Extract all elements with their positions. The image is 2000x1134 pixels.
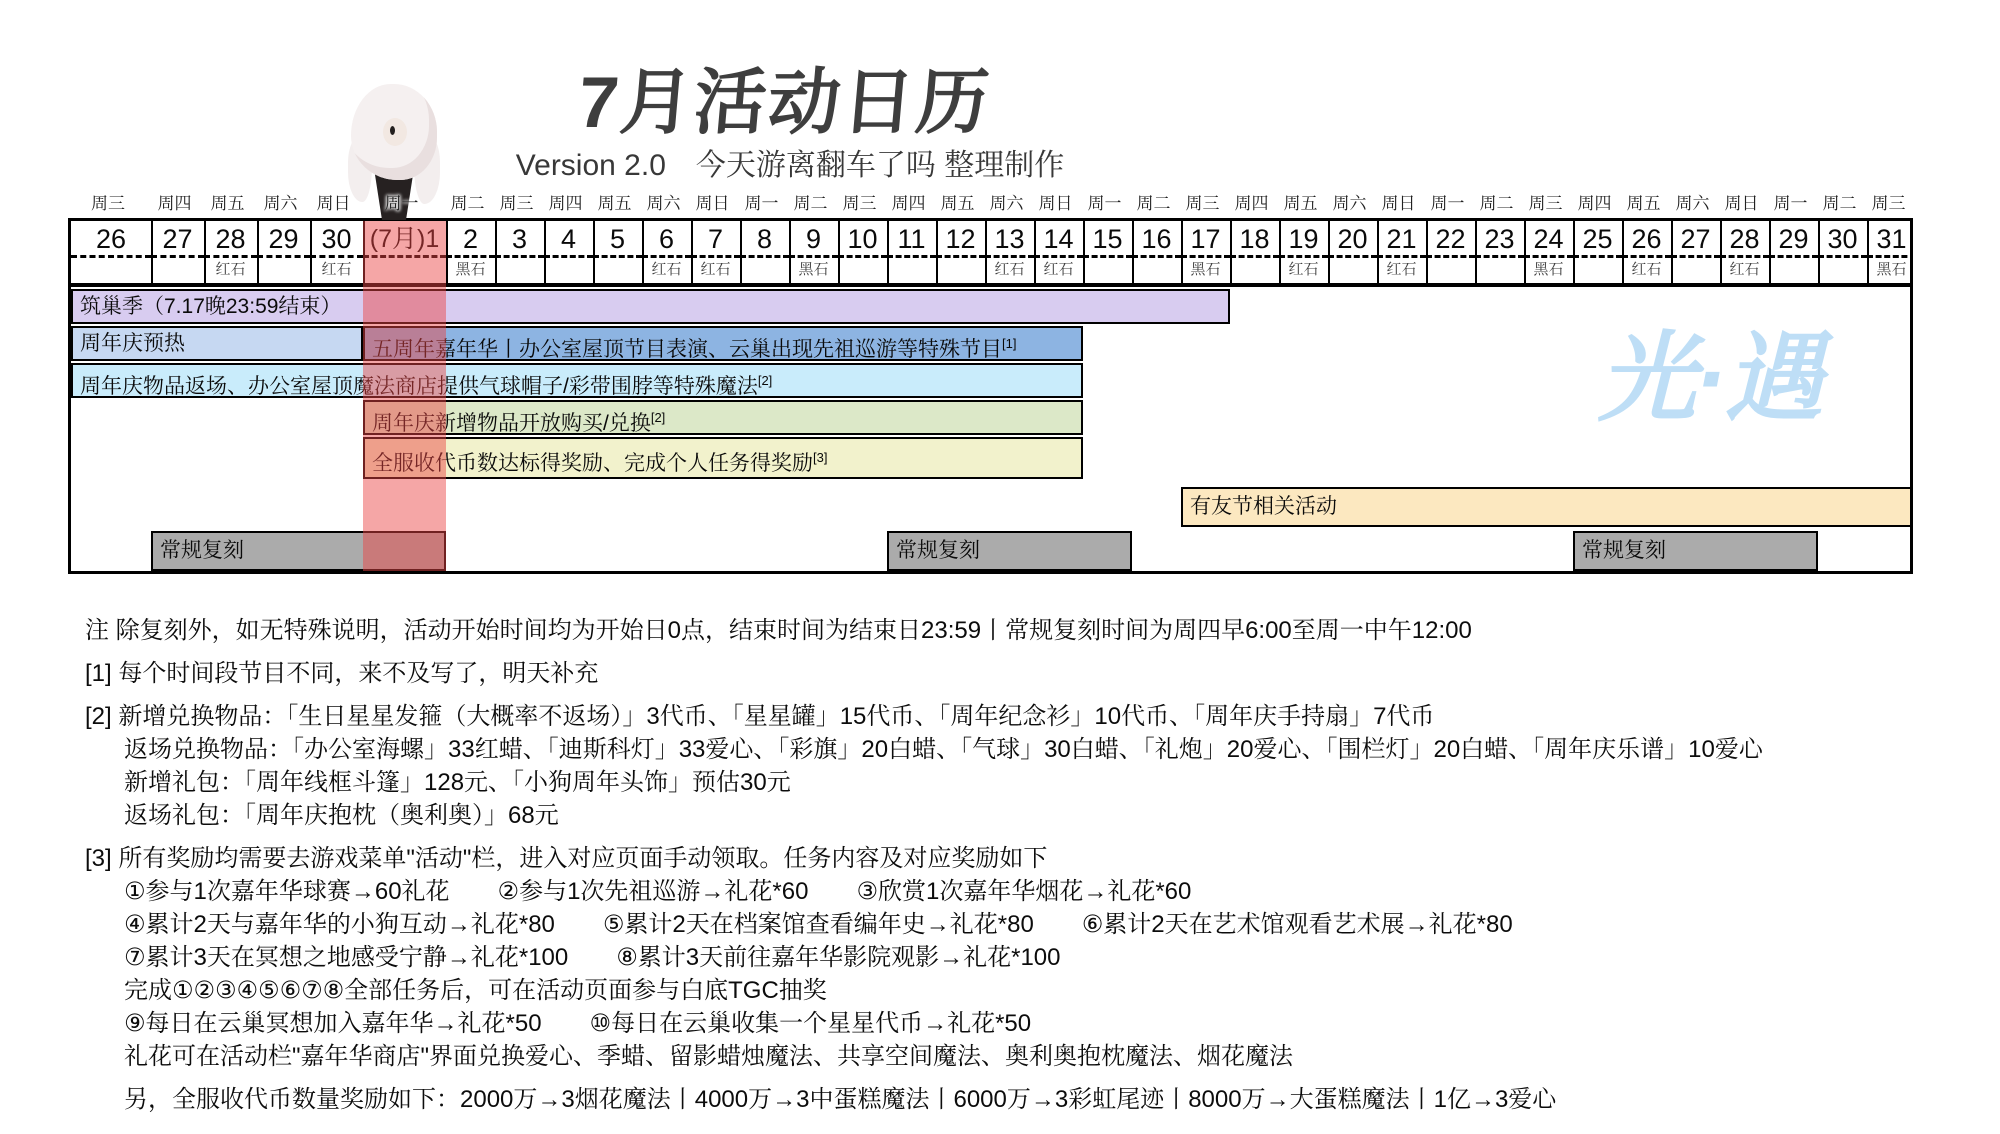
weekday-label: 周六 bbox=[646, 194, 681, 213]
stone-label bbox=[887, 255, 936, 283]
activity-bar-label: 周年庆物品返场、办公室屋顶魔法商店提供气球帽子/彩带围脖等特殊魔法 bbox=[80, 375, 758, 398]
date-number: 14 bbox=[1043, 224, 1074, 254]
stone-label: 红石 bbox=[1279, 255, 1328, 283]
day-cell bbox=[1867, 221, 1913, 283]
weekday-label: 周日 bbox=[316, 194, 351, 213]
stone-label bbox=[1573, 255, 1622, 283]
activity-bar bbox=[363, 437, 1083, 479]
stone-label bbox=[1671, 255, 1720, 283]
activity-bar-label: 周年庆预热 bbox=[80, 332, 185, 355]
day-cell bbox=[789, 221, 840, 283]
activity-bar-label: 有友节相关活动 bbox=[1190, 495, 1337, 518]
day-cell bbox=[985, 221, 1036, 283]
date-number: 28 bbox=[1729, 224, 1760, 254]
date-number: 21 bbox=[1386, 224, 1417, 254]
date-number: 5 bbox=[609, 224, 626, 254]
date-number: 8 bbox=[756, 224, 773, 254]
stone-label bbox=[593, 255, 642, 283]
day-cell bbox=[1818, 221, 1869, 283]
note-line: [2] 新增兑换物品：「生日星星发箍（大概率不返场）」3代币、「星星罐」15代币、「周年纪念衫」10代币、「周年庆手持扇」7代币 bbox=[85, 703, 1435, 730]
weekday-label: 周一 bbox=[1773, 194, 1808, 213]
date-number: 26 bbox=[1631, 224, 1662, 254]
note-line: [3] 所有奖励均需要去游戏菜单"活动"栏，进入对应页面手动领取。任务内容及对应奖励如下 bbox=[85, 845, 1048, 872]
note-line: ①参与1次嘉年华球赛→60礼花 ②参与1次先祖巡游→礼花*60 ③欣赏1次嘉年华烟花→礼花*60 bbox=[124, 878, 1192, 905]
date-number: 3 bbox=[511, 224, 528, 254]
day-cell bbox=[71, 221, 153, 283]
stone-label bbox=[740, 255, 789, 283]
date-number: 4 bbox=[560, 224, 577, 254]
date-number: 15 bbox=[1092, 224, 1123, 254]
date-number: 29 bbox=[1778, 224, 1809, 254]
day-cell bbox=[1034, 221, 1085, 283]
day-cell bbox=[1720, 221, 1771, 283]
weekday-label: 周日 bbox=[695, 194, 730, 213]
stone-label: 黑石 bbox=[1524, 255, 1573, 283]
note-line: [1] 每个时间段节目不同，来不及写了，明天补充 bbox=[85, 660, 599, 687]
note-line: ⑨每日在云巢冥想加入嘉年华→礼花*50 ⑩每日在云巢收集一个星星代币→礼花*50 bbox=[124, 1010, 1032, 1037]
day-cell bbox=[593, 221, 644, 283]
weekday-label: 周五 bbox=[940, 194, 975, 213]
date-number: 24 bbox=[1533, 224, 1564, 254]
stone-label bbox=[544, 255, 593, 283]
weekday-label: 周日 bbox=[1724, 194, 1759, 213]
weekday-label: 周四 bbox=[1234, 194, 1269, 213]
stone-label bbox=[257, 255, 310, 283]
stone-label bbox=[71, 255, 151, 283]
date-number: 19 bbox=[1288, 224, 1319, 254]
day-cell bbox=[204, 221, 259, 283]
stone-label bbox=[1769, 255, 1818, 283]
weekday-label: 周三 bbox=[1528, 194, 1563, 213]
stone-label bbox=[936, 255, 985, 283]
date-number: 18 bbox=[1239, 224, 1270, 254]
stone-label: 红石 bbox=[642, 255, 691, 283]
day-cell bbox=[887, 221, 938, 283]
page-title: 7月活动日历 bbox=[574, 63, 994, 143]
date-number: 10 bbox=[847, 224, 878, 254]
activity-bar-label: 筑巢季（7.17晚23:59结束） bbox=[80, 295, 342, 318]
date-number: 9 bbox=[805, 224, 822, 254]
weekday-label: 周日 bbox=[1381, 194, 1416, 213]
day-cell bbox=[1475, 221, 1526, 283]
activity-bar bbox=[887, 531, 1132, 571]
note-line: 完成①②③④⑤⑥⑦⑧全部任务后，可在活动页面参与白底TGC抽奖 bbox=[124, 977, 827, 1004]
day-cell bbox=[151, 221, 206, 283]
stone-label bbox=[495, 255, 544, 283]
weekday-label: 周五 bbox=[1283, 194, 1318, 213]
stone-label: 黑石 bbox=[446, 255, 495, 283]
weekday-label: 周四 bbox=[548, 194, 583, 213]
stone-label: 红石 bbox=[1034, 255, 1083, 283]
note-line: 返场兑换物品：「办公室海螺」33红蜡、「迪斯科灯」33爱心、「彩旗」20白蜡、「气球」30白蜡、「礼炮」20爱心、「围栏灯」20白蜡、「周年庆乐谱」10爱心 bbox=[124, 736, 1763, 763]
footnote-ref: [1] bbox=[1002, 336, 1017, 351]
day-cell bbox=[1279, 221, 1330, 283]
weekday-label: 周二 bbox=[1479, 194, 1514, 213]
weekday-label: 周四 bbox=[157, 194, 192, 213]
stone-label bbox=[1230, 255, 1279, 283]
activity-bar bbox=[363, 326, 1083, 361]
date-number: 2 bbox=[462, 224, 479, 254]
day-cell bbox=[1328, 221, 1379, 283]
activity-bar bbox=[1181, 487, 1913, 527]
day-cell bbox=[691, 221, 742, 283]
note-line: 返场礼包：「周年庆抱枕（奥利奥）」68元 bbox=[124, 802, 559, 829]
day-cell bbox=[1181, 221, 1232, 283]
activity-bar bbox=[71, 363, 1083, 398]
note-line: ④累计2天与嘉年华的小狗互动→礼花*80 ⑤累计2天在档案馆查看编年史→礼花*80 ⑥累计2天在艺术馆观看艺术展→礼花*80 bbox=[124, 911, 1513, 938]
activity-bar bbox=[71, 289, 1230, 324]
weekday-label: 周六 bbox=[263, 194, 298, 213]
date-number: 7 bbox=[707, 224, 724, 254]
date-number: 30 bbox=[1827, 224, 1858, 254]
stone-label: 红石 bbox=[1622, 255, 1671, 283]
weekday-label: 周六 bbox=[1332, 194, 1367, 213]
weekday-label: 周一 bbox=[1430, 194, 1465, 213]
stone-label: 黑石 bbox=[1181, 255, 1230, 283]
activity-bar-label: 常规复刻 bbox=[1582, 539, 1666, 562]
weekday-label: 周五 bbox=[597, 194, 632, 213]
day-cell bbox=[257, 221, 312, 283]
stone-label bbox=[1132, 255, 1181, 283]
date-number: 31 bbox=[1876, 224, 1907, 254]
weekday-label: 周三 bbox=[842, 194, 877, 213]
weekday-label: 周六 bbox=[989, 194, 1024, 213]
note-line: 另，全服收代币数量奖励如下：2000万→3烟花魔法丨4000万→3中蛋糕魔法丨6000万→3彩虹尾迹丨8000万→大蛋糕魔法丨1亿→3爱心 bbox=[124, 1086, 1557, 1113]
activity-bar-label: 常规复刻 bbox=[896, 539, 980, 562]
activity-bar-label: 全服收代币数达标得奖励、完成个人任务得奖励 bbox=[372, 452, 813, 475]
note-line: ⑦累计3天在冥想之地感受宁静→礼花*100 ⑧累计3天前往嘉年华影院观影→礼花*100 bbox=[124, 944, 1061, 971]
date-number: 25 bbox=[1582, 224, 1613, 254]
stone-label: 红石 bbox=[1377, 255, 1426, 283]
activity-bar bbox=[1573, 531, 1818, 571]
date-number: 23 bbox=[1484, 224, 1515, 254]
weekday-label: 周一 bbox=[1087, 194, 1122, 213]
weekday-label: 周三 bbox=[1185, 194, 1220, 213]
footnote-ref: [2] bbox=[650, 410, 666, 425]
day-cell bbox=[1769, 221, 1820, 283]
day-cell bbox=[1524, 221, 1575, 283]
note-line: 新增礼包：「周年线框斗篷」128元、「小狗周年头饰」预估30元 bbox=[124, 769, 791, 796]
date-number: 28 bbox=[215, 224, 246, 254]
day-cell bbox=[1377, 221, 1428, 283]
stone-label bbox=[1818, 255, 1867, 283]
weekday-label: 周二 bbox=[450, 194, 485, 213]
date-number: 16 bbox=[1141, 224, 1172, 254]
stone-label bbox=[838, 255, 887, 283]
activity-bar-label: 周年庆新增物品开放购买/兑换 bbox=[372, 412, 651, 435]
weekday-label: 周二 bbox=[1822, 194, 1857, 213]
footnote-ref: [2] bbox=[757, 373, 773, 388]
date-number: 13 bbox=[994, 224, 1025, 254]
date-number: 27 bbox=[162, 224, 193, 254]
weekday-label: 周四 bbox=[891, 194, 926, 213]
date-number: 27 bbox=[1680, 224, 1711, 254]
day-cell bbox=[1426, 221, 1477, 283]
stone-label bbox=[1426, 255, 1475, 283]
stone-label bbox=[1475, 255, 1524, 283]
weekday-label: 周三 bbox=[1871, 194, 1906, 213]
avatar-eye bbox=[390, 126, 395, 135]
date-number: 30 bbox=[321, 224, 352, 254]
stone-label: 红石 bbox=[985, 255, 1034, 283]
weekday-label: 周一 bbox=[384, 194, 419, 213]
day-cell bbox=[1573, 221, 1624, 283]
stone-label bbox=[151, 255, 204, 283]
date-number: 20 bbox=[1337, 224, 1368, 254]
stone-label: 黑石 bbox=[789, 255, 838, 283]
date-number: 26 bbox=[95, 224, 127, 254]
day-cell bbox=[495, 221, 546, 283]
date-number: 12 bbox=[945, 224, 976, 254]
weekday-label: 周三 bbox=[91, 194, 125, 213]
weekday-label: 周五 bbox=[210, 194, 245, 213]
note-line: 注 除复刻外，如无特殊说明，活动开始时间均为开始日0点，结束时间为结束日23:59丨常规复刻时间为周四早6:00至周一中午12:00 bbox=[85, 617, 1472, 644]
day-cell bbox=[1671, 221, 1722, 283]
weekday-label: 周四 bbox=[1577, 194, 1612, 213]
footnotes bbox=[85, 612, 1945, 1114]
avatar-face bbox=[383, 118, 407, 146]
weekday-label: 周一 bbox=[744, 194, 779, 213]
date-number: 29 bbox=[268, 224, 299, 254]
day-cell bbox=[1622, 221, 1673, 283]
day-cell bbox=[1230, 221, 1281, 283]
weekday-label: 周三 bbox=[499, 194, 534, 213]
day-cell bbox=[1083, 221, 1134, 283]
activity-bar bbox=[363, 400, 1083, 435]
date-number: 17 bbox=[1190, 224, 1221, 254]
activity-bar bbox=[71, 326, 363, 361]
day-cell bbox=[740, 221, 791, 283]
today-highlight bbox=[363, 221, 446, 571]
footnote-ref: [3] bbox=[813, 450, 828, 465]
weekday-label: 周二 bbox=[1136, 194, 1171, 213]
date-number: 11 bbox=[897, 224, 926, 254]
date-number: 6 bbox=[658, 224, 675, 254]
stone-label bbox=[1328, 255, 1377, 283]
day-cell bbox=[446, 221, 497, 283]
stone-label: 红石 bbox=[691, 255, 740, 283]
day-cell bbox=[1132, 221, 1183, 283]
stone-label: 红石 bbox=[310, 255, 363, 283]
stone-label bbox=[1083, 255, 1132, 283]
activity-bar-label: 常规复刻 bbox=[160, 539, 244, 562]
day-cell bbox=[544, 221, 595, 283]
weekday-label: 周五 bbox=[1626, 194, 1661, 213]
stone-label: 红石 bbox=[204, 255, 257, 283]
activity-bar-label: 五周年嘉年华丨办公室屋顶节目表演、云巢出现先祖巡游等特殊节目 bbox=[372, 338, 1002, 361]
page-subtitle: Version 2.0 今天游离翻车了吗 整理制作 bbox=[515, 149, 1065, 182]
weekday-label: 周六 bbox=[1675, 194, 1710, 213]
day-cell bbox=[936, 221, 987, 283]
stone-label: 黑石 bbox=[1867, 255, 1913, 283]
day-cell bbox=[642, 221, 693, 283]
sky-game-logo-watermark: 光·遇 bbox=[1598, 323, 1821, 433]
header-divider bbox=[71, 283, 1910, 287]
stone-label: 红石 bbox=[1720, 255, 1769, 283]
day-cell bbox=[838, 221, 889, 283]
date-number: 22 bbox=[1435, 224, 1466, 254]
weekday-label: 周二 bbox=[793, 194, 828, 213]
day-cell bbox=[310, 221, 365, 283]
note-line: 礼花可在活动栏"嘉年华商店"界面兑换爱心、季蜡、留影蜡烛魔法、共享空间魔法、奥利奥抱枕魔法、烟花魔法 bbox=[124, 1043, 1294, 1070]
weekday-label: 周日 bbox=[1038, 194, 1073, 213]
date-number: (7月)1 bbox=[369, 225, 440, 253]
